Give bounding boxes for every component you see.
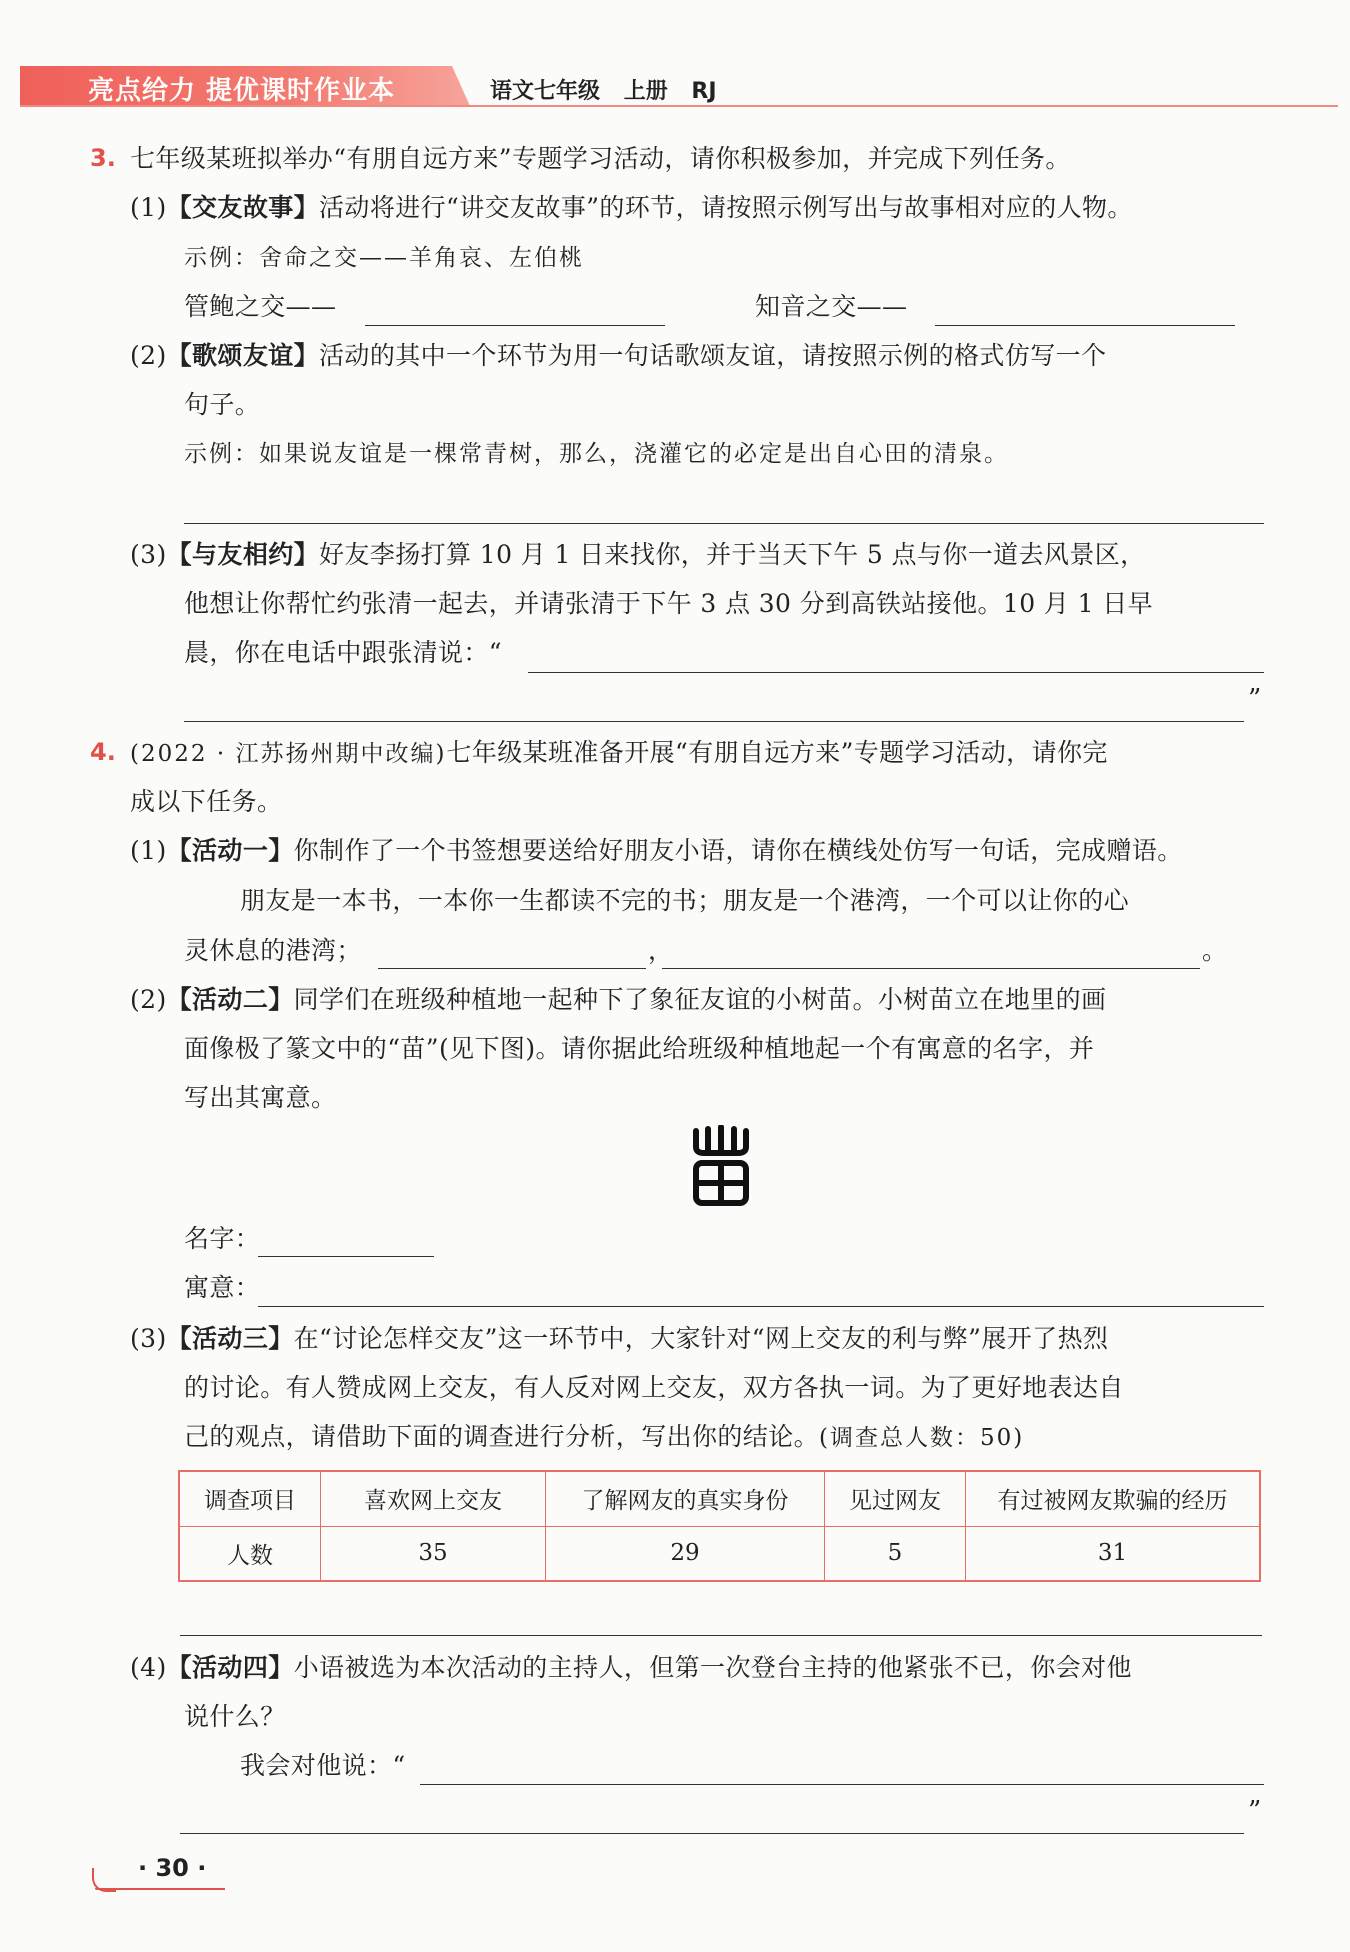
part-text: 你制作了一个书签想要送给好朋友小语，请你在横线处仿写一句话，完成赠语。 (293, 836, 1183, 865)
q4-part4-prompt (130, 1651, 1132, 1685)
part-number: (3) (130, 540, 167, 569)
part-number: (3) (130, 1324, 167, 1353)
closing-quote: ” (1248, 1796, 1262, 1826)
comma: ， (648, 936, 674, 965)
q4-part2-text-b: 面像极了篆文中的“苗”(见下图)。请你据此给班级种植地起一个有寓意的名字，并 (184, 1034, 1095, 1063)
subject: 语文七年级 (490, 79, 601, 104)
part-tag: 【活动三】 (166, 1324, 294, 1353)
question-4-number: 4. (90, 738, 116, 766)
part-text: 活动的其中一个环节为用一句话歌颂友谊，请按照示例的格式仿写一个 (319, 341, 1107, 370)
question-4-stem (130, 736, 1108, 771)
seal-script-miao-glyph (690, 1125, 752, 1207)
question-source: (2022 · 江苏扬州期中改编) (130, 741, 447, 767)
table-header-cell: 见过网友 (825, 1471, 966, 1526)
stem-text: 七年级某班准备开展“有朋自远方来”专题学习活动，请你完 (446, 738, 1108, 767)
q3-part2-prompt (130, 339, 1106, 373)
q3-part1-item1: 管鲍之交—— (184, 292, 337, 321)
part-tag: 【与友相约】 (166, 540, 320, 569)
q4-part3-text-b: 的讨论。有人赞成网上交友，有人反对网上交友，双方各执一词。为了更好地表达自 (184, 1373, 1124, 1402)
part-number: (2) (130, 341, 167, 370)
question-3-number: 3. (90, 144, 116, 172)
q3-part1-item2: 知音之交—— (755, 292, 908, 321)
part-tag: 【歌颂友谊】 (166, 341, 320, 370)
answer-blank-bookmark-1[interactable] (378, 968, 646, 969)
q3-part3-text-b: 他想让你帮忙约张清一起去，并请张清于下午 3 点 30 分到高铁站接他。10 月 1 日早 (184, 589, 1154, 618)
part-text: 己的观点，请借助下面的调查进行分析，写出你的结论。 (184, 1422, 820, 1451)
name-label: 名字： (184, 1224, 261, 1253)
question-3-stem: 七年级某班拟举办“有朋自远方来”专题学习活动，请你积极参加，并完成下列任务。 (130, 144, 1071, 173)
part-number: (2) (130, 985, 167, 1014)
meaning-label: 寓意： (184, 1273, 261, 1302)
page-header (20, 62, 1338, 108)
q3-part3-prompt (130, 538, 1146, 572)
table-cell: 人数 (179, 1526, 321, 1581)
part-tag: 【活动四】 (166, 1653, 294, 1682)
answer-blank-encourage-1[interactable] (420, 1784, 1264, 1785)
q4-part2-prompt (130, 983, 1106, 1017)
part-number: (1) (130, 193, 167, 222)
q4-part4-say: 我会对他说：“ (240, 1751, 406, 1780)
answer-blank-encourage-2[interactable] (180, 1833, 1244, 1834)
q3-part1-prompt (130, 191, 1133, 225)
answer-blank-conclusion[interactable] (180, 1635, 1262, 1636)
book-title: 亮点给力 提优课时作业本 (88, 76, 396, 106)
volume: 上册 (623, 79, 668, 104)
answer-blank-phone-call-2[interactable] (184, 721, 1244, 722)
q4-part1-prompt (130, 834, 1183, 868)
answer-blank-meaning[interactable] (258, 1306, 1264, 1307)
table-header-cell: 了解网友的真实身份 (546, 1471, 825, 1526)
q3-part2-example: 示例：如果说友谊是一棵常青树，那么，浇灌它的必定是出自心田的清泉。 (184, 441, 1009, 467)
part-tag: 【交友故事】 (166, 193, 320, 222)
part-text: 同学们在班级种植地一起种下了象征友谊的小树苗。小树苗立在地里的画 (293, 985, 1107, 1014)
q4-part2-text-c: 写出其寓意。 (184, 1083, 337, 1112)
closing-quote: ” (1248, 684, 1262, 714)
part-number: (4) (130, 1653, 167, 1682)
book-subtitle (490, 74, 717, 105)
answer-blank-phone-call-1[interactable] (528, 672, 1264, 673)
edition: RJ (691, 79, 717, 104)
table-header-cell: 调查项目 (179, 1471, 321, 1526)
part-text: 在“讨论怎样交友”这一环节中，大家针对“网上交友的利与弊”展开了热烈 (293, 1324, 1109, 1353)
table-cell: 35 (321, 1526, 546, 1581)
answer-blank-name[interactable] (258, 1256, 434, 1257)
table-header-cell: 喜欢网上交友 (321, 1471, 546, 1526)
answer-blank-friendship-sentence[interactable] (184, 523, 1264, 524)
table-header-cell: 有过被网友欺骗的经历 (966, 1471, 1261, 1526)
q4-part3-prompt (130, 1322, 1108, 1356)
part-tag: 【活动一】 (166, 836, 294, 865)
survey-total: (调查总人数：50) (819, 1425, 1025, 1451)
survey-table (178, 1470, 1261, 1582)
q3-part3-text-c: 晨，你在电话中跟张清说：“ (184, 638, 502, 667)
q4-part3-text-c (184, 1420, 1024, 1455)
q3-part2-prompt-cont: 句子。 (184, 390, 261, 419)
q4-part4-text-b: 说什么？ (184, 1702, 286, 1731)
table-row (179, 1526, 1260, 1581)
page-number: · 30 · (138, 1854, 207, 1882)
q3-part1-example: 示例：舍命之交——羊角哀、左伯桃 (184, 245, 584, 271)
part-number: (1) (130, 836, 167, 865)
answer-blank-bookmark-2[interactable] (662, 968, 1200, 969)
table-header-row (179, 1471, 1260, 1526)
answer-blank-zhiyin[interactable] (935, 325, 1235, 326)
part-text: 小语被选为本次活动的主持人，但第一次登台主持的他紧张不已，你会对他 (293, 1653, 1132, 1682)
part-text: 好友李扬打算 10 月 1 日来找你，并于当天下午 5 点与你一道去风景区， (319, 540, 1146, 569)
part-text: 活动将进行“讲交友故事”的环节，请按照示例写出与故事相对应的人物。 (319, 193, 1133, 222)
answer-blank-guanbao[interactable] (365, 325, 665, 326)
table-cell: 5 (825, 1526, 966, 1581)
q4-part1-para-a: 朋友是一本书，一本你一生都读不完的书；朋友是一个港湾，一个可以让你的心 (240, 886, 1130, 915)
period: 。 (1202, 936, 1228, 965)
question-4-stem-cont: 成以下任务。 (130, 787, 283, 816)
footer-rule (95, 1888, 225, 1890)
part-tag: 【活动二】 (166, 985, 294, 1014)
q4-part1-para-b: 灵休息的港湾； (184, 936, 362, 965)
table-cell: 31 (966, 1526, 1261, 1581)
table-cell: 29 (546, 1526, 825, 1581)
